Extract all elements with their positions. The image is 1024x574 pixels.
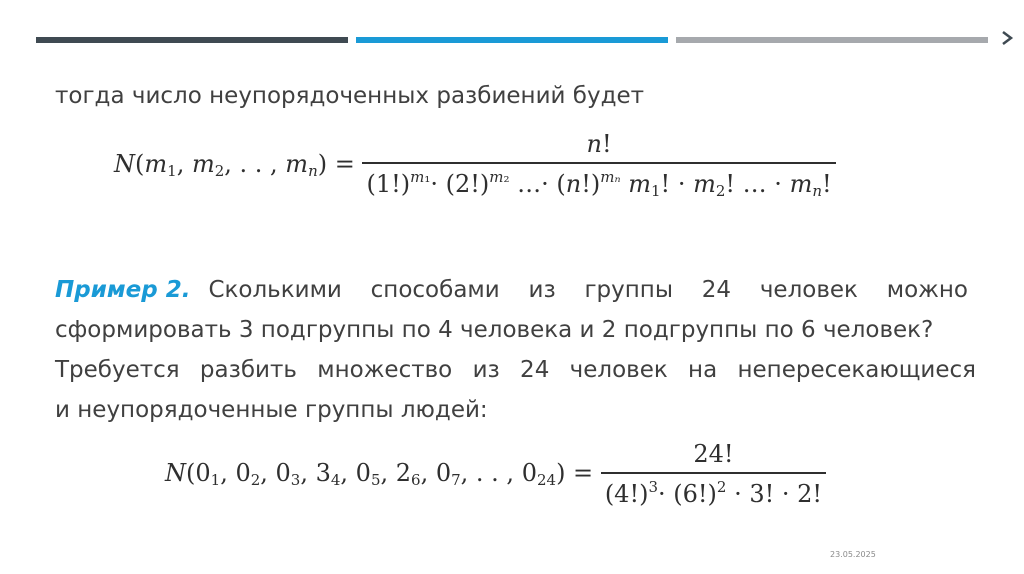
word: из <box>528 277 556 303</box>
chevron-right-icon <box>1000 30 1014 46</box>
header-bar-gray <box>676 37 988 43</box>
formula-1-fraction <box>362 130 835 200</box>
formula-2-numerator: 24! <box>693 440 734 468</box>
formula-1 <box>114 130 836 200</box>
header-bar-blue <box>356 37 668 43</box>
formula-1-lhs: $N(m_1$, $m_2$, . . , $m_n$) = <box>114 149 355 180</box>
example-line-4: и неупорядоченные группы людей: <box>55 397 488 423</box>
word: Сколькими <box>208 277 342 303</box>
word: способами <box>370 277 500 303</box>
intro-text: тогда число неупорядоченных разбиений будет <box>55 83 645 109</box>
example-line-1-text <box>208 276 968 304</box>
footer-date: 23.05.2025 <box>830 550 876 559</box>
example-label: Пример 2. <box>55 277 191 303</box>
formula-1-denominator: $(1!)^{m_1}\cdot (2!)^{m_2}$ …· $(n!)^{m_n}$ $m_1$! · $m_2$! … · $m_n$! <box>362 162 835 200</box>
formula-2-lhs: $N(0_1$, $0_2$, $0_3$, $3_4$, $0_5$, $2_6$, $0_7$, . . , $0_{24}$) = <box>165 458 594 489</box>
formula-2-denominator: $(4!)^3\cdot (6!)^2 \cdot 3$! · 2! <box>601 472 826 508</box>
formula-1-numerator: n! <box>586 130 612 158</box>
formula-2 <box>165 440 826 508</box>
header-bar-dark <box>36 37 348 43</box>
example-line-2: сформировать 3 подгруппы по 4 человека и 2 подгруппы по 6 человек? <box>55 317 934 343</box>
example-line-3: Требуется разбить множество из 24 человек на непересекающиеся <box>55 357 977 383</box>
word: можно <box>886 277 968 303</box>
word: человек <box>759 277 858 303</box>
word: группы <box>584 277 673 303</box>
example-line-1 <box>55 276 968 304</box>
word: 24 <box>701 277 732 303</box>
formula-2-fraction <box>601 440 826 508</box>
